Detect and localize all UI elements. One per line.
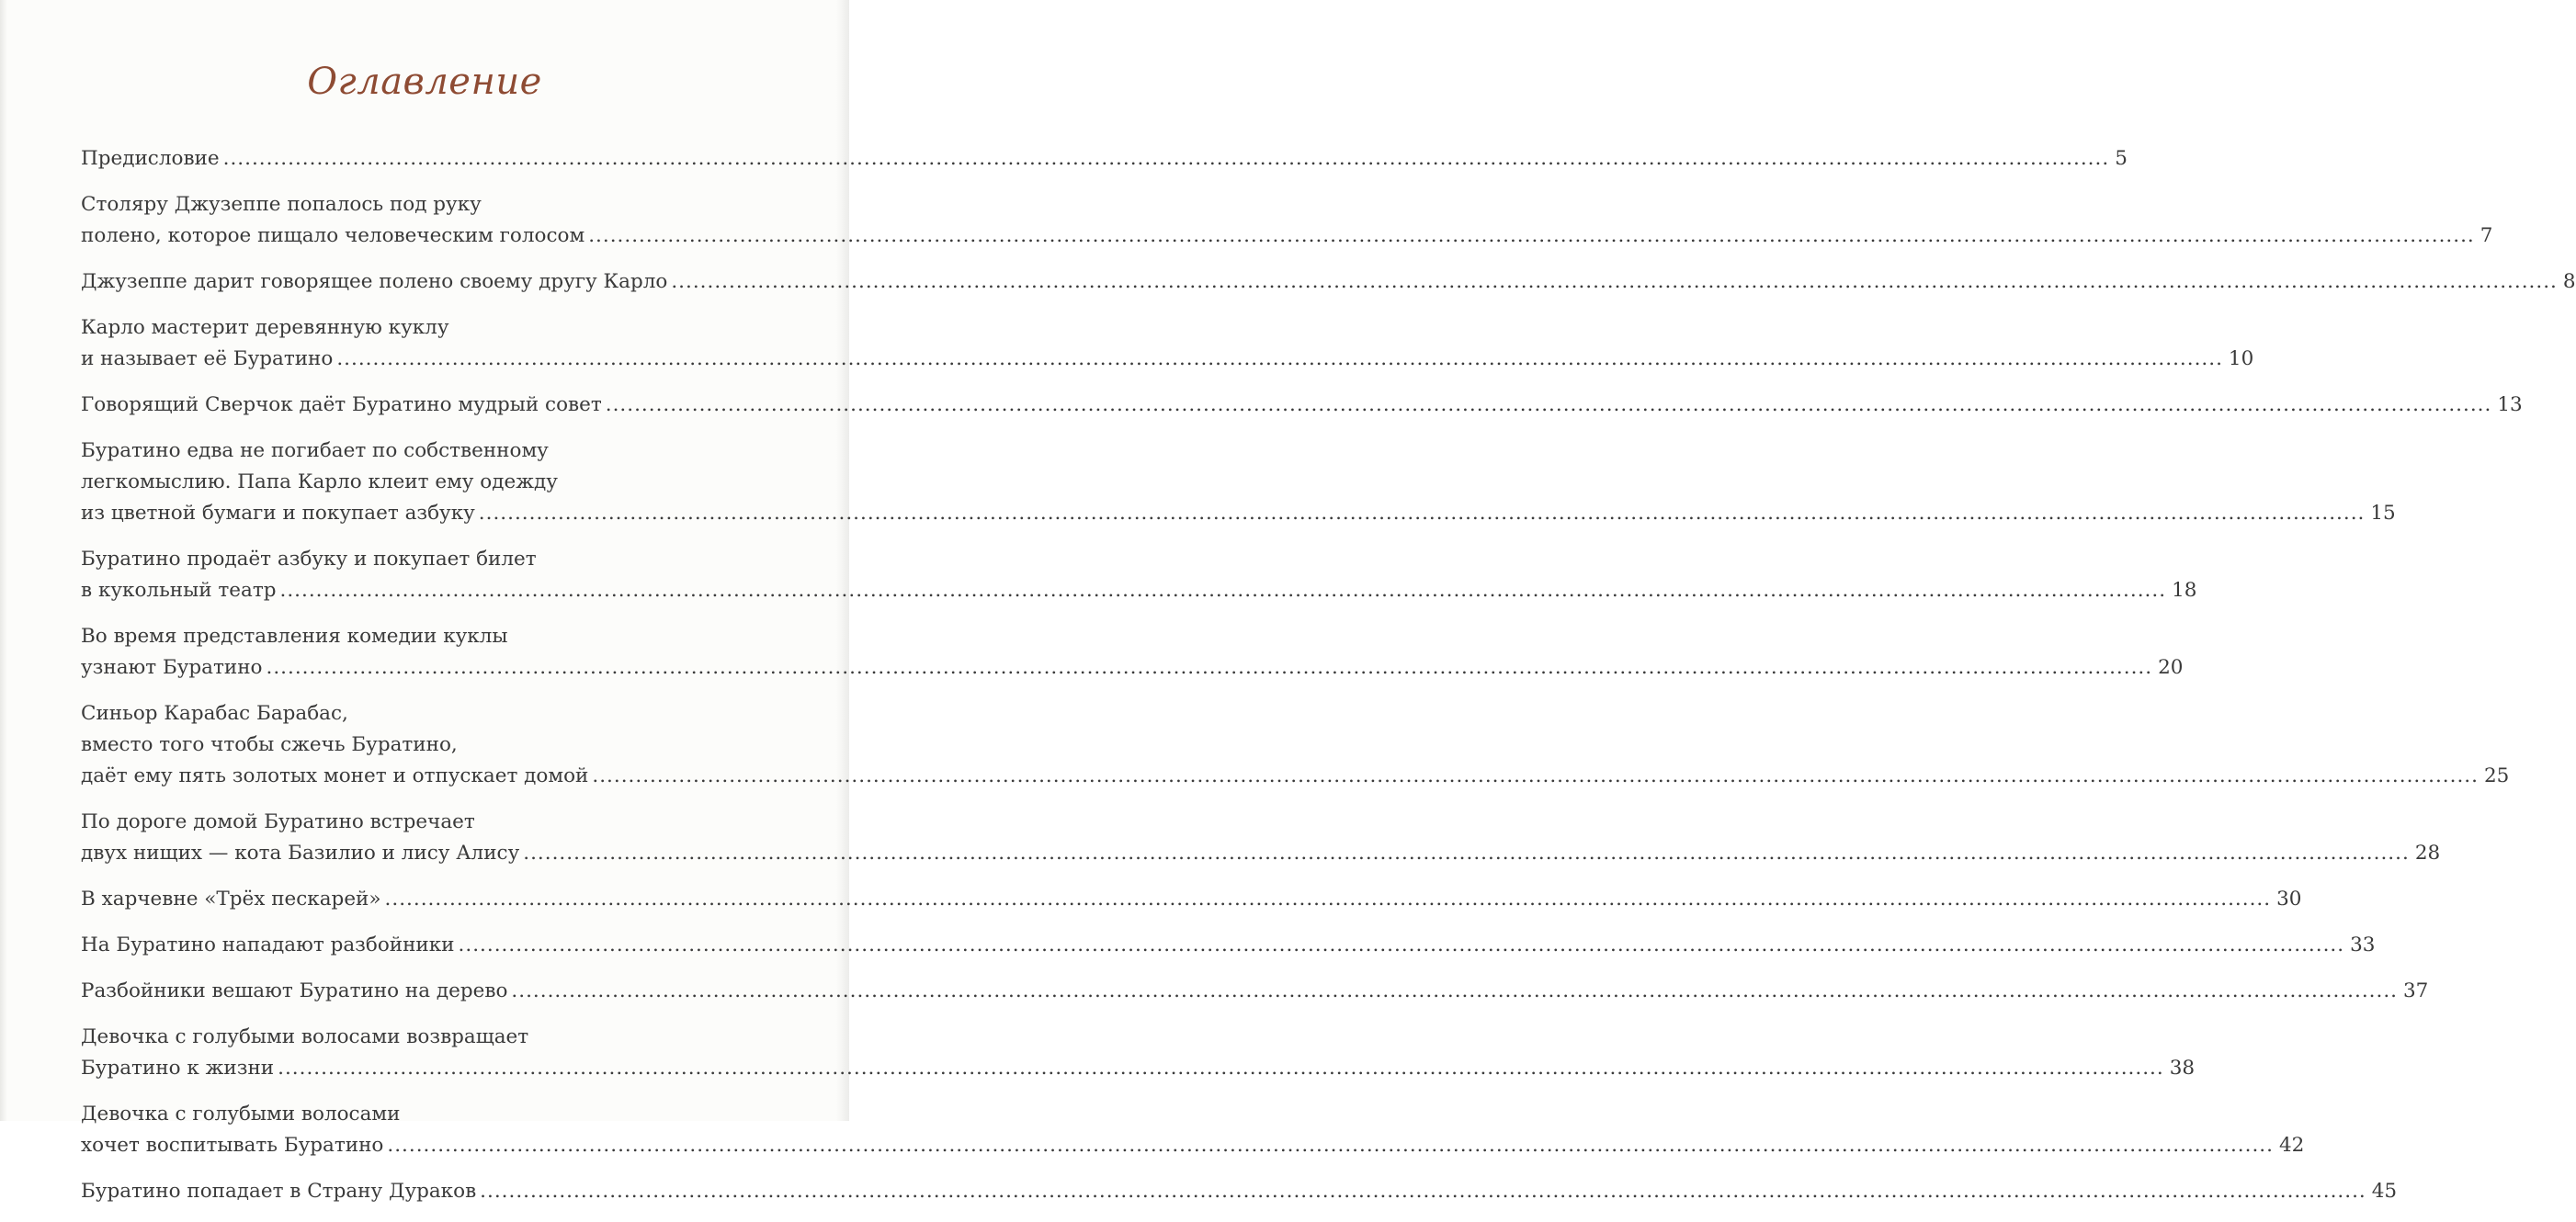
toc-entry-last-line xyxy=(81,221,2493,252)
toc-entry xyxy=(81,976,2429,1007)
toc-page-number: 10 xyxy=(2228,347,2254,370)
page-edge-left xyxy=(0,0,7,1121)
toc-entry-last-line xyxy=(81,652,2184,684)
toc-entry-last-line xyxy=(81,498,2396,529)
toc-page-number: 25 xyxy=(2483,764,2510,787)
toc-entry-title-line: Разбойники вешают Буратино на дерево xyxy=(81,979,508,1002)
toc-entry-last-line xyxy=(81,1130,2305,1161)
toc-entry-last-line xyxy=(81,838,2441,869)
toc-entry xyxy=(81,930,2376,961)
toc-entry xyxy=(81,698,2510,792)
toc-entry xyxy=(81,1099,2305,1161)
dot-leader xyxy=(267,652,2153,684)
toc-entry xyxy=(81,266,2576,298)
toc-entry-last-line xyxy=(81,1053,2196,1084)
toc-entry-title-line: В харчевне «Трёх пескарей» xyxy=(81,888,381,911)
toc-entry-last-line xyxy=(81,976,2429,1007)
table-of-contents xyxy=(81,143,2576,1222)
toc-page-number: 45 xyxy=(2371,1180,2398,1203)
toc-entry-title-line: Буратино едва не погибает по собственному xyxy=(81,439,549,462)
toc-entry xyxy=(81,143,2128,175)
toc-entry-title-line: даёт ему пять золотых монет и отпускает домой xyxy=(81,764,589,787)
toc-entry-last-line xyxy=(81,143,2128,175)
toc-entry xyxy=(81,189,2493,252)
toc-page-number: 5 xyxy=(2115,147,2128,170)
dot-leader xyxy=(385,884,2272,915)
toc-entry xyxy=(81,621,2184,684)
toc-entry xyxy=(81,807,2441,869)
toc-entry-last-line xyxy=(81,575,2197,606)
toc-entry-title-line: На Буратино нападают разбойники xyxy=(81,933,455,956)
toc-entry-last-line xyxy=(81,884,2302,915)
dot-leader xyxy=(480,1176,2366,1207)
toc-entry-title-line: и называет её Буратино xyxy=(81,347,334,370)
toc-entry-title-line: полено, которое пищало человеческим голосом xyxy=(81,224,585,247)
toc-entry-last-line xyxy=(81,390,2523,421)
dot-leader xyxy=(279,575,2166,606)
toc-entry-title-line: хочет воспитывать Буратино xyxy=(81,1134,384,1157)
toc-entry-title-line: Буратино продаёт азбуку и покупает билет xyxy=(81,548,537,571)
toc-entry-title-line: Столяру Джузеппе попалось под руку xyxy=(81,193,482,216)
dot-leader xyxy=(588,221,2475,252)
dot-leader xyxy=(479,498,2366,529)
toc-entry-last-line xyxy=(81,761,2510,792)
toc-page-number: 8 xyxy=(2562,270,2576,293)
toc-entry-title-line: Карло мастерит деревянную куклу xyxy=(81,316,449,339)
toc-page-number: 42 xyxy=(2278,1134,2305,1157)
dot-leader xyxy=(278,1053,2164,1084)
toc-entry-title-line: Девочка с голубыми волосами возвращает xyxy=(81,1025,529,1048)
dot-leader xyxy=(523,838,2410,869)
toc-entry-title-line: Предисловие xyxy=(81,147,220,170)
dot-leader xyxy=(459,930,2345,961)
toc-entry xyxy=(81,312,2254,375)
toc-page-number: 37 xyxy=(2403,979,2429,1002)
page-title: Оглавление xyxy=(307,61,542,103)
toc-entry-last-line xyxy=(81,930,2376,961)
toc-entry xyxy=(81,1022,2196,1084)
toc-entry-title-line: Буратино попадает в Страну Дураков xyxy=(81,1180,477,1203)
toc-page-number: 28 xyxy=(2414,842,2441,865)
toc-entry xyxy=(81,436,2396,529)
toc-entry-title-line: Джузеппе дарит говорящее полено своему другу Карло xyxy=(81,270,668,293)
toc-entry-last-line xyxy=(81,344,2254,375)
toc-entry-title-line: узнают Буратино xyxy=(81,656,263,679)
toc-entry xyxy=(81,390,2523,421)
toc-page-number: 7 xyxy=(2480,224,2493,247)
toc-entry-title-line: Синьор Карабас Барабас, xyxy=(81,702,348,725)
dot-leader xyxy=(336,344,2223,375)
dot-leader xyxy=(511,976,2398,1007)
dot-leader xyxy=(671,266,2558,298)
toc-page-number: 20 xyxy=(2158,656,2184,679)
toc-entry-title-line: По дороге домой Буратино встречает xyxy=(81,810,475,833)
toc-entry-title-line: Во время представления комедии куклы xyxy=(81,625,508,648)
toc-entry xyxy=(81,1176,2398,1207)
toc-page-number: 38 xyxy=(2169,1057,2196,1080)
toc-page-number: 33 xyxy=(2350,933,2376,956)
toc-entry-title-line: двух нищих — кота Базилио и лису Алису xyxy=(81,842,520,865)
toc-entry-last-line xyxy=(81,1176,2398,1207)
toc-entry xyxy=(81,884,2302,915)
dot-leader xyxy=(592,761,2479,792)
toc-entry-title-line: вместо того чтобы сжечь Буратино, xyxy=(81,733,458,756)
dot-leader xyxy=(387,1130,2274,1161)
dot-leader xyxy=(606,390,2492,421)
toc-entry-last-line xyxy=(81,266,2576,298)
toc-entry-title-line: легкомыслию. Папа Карло клеит ему одежду xyxy=(81,470,558,493)
toc-page-number: 13 xyxy=(2497,393,2523,416)
toc-page-number: 18 xyxy=(2172,579,2197,602)
toc-page-number: 15 xyxy=(2370,502,2396,525)
toc-entry-title-line: Девочка с голубыми волосами xyxy=(81,1103,401,1126)
toc-entry-title-line: Говорящий Сверчок даёт Буратино мудрый совет xyxy=(81,393,602,416)
toc-entry-title-line: из цветной бумаги и покупает азбуку xyxy=(81,502,475,525)
toc-entry-title-line: Буратино к жизни xyxy=(81,1057,275,1080)
toc-entry xyxy=(81,544,2197,606)
toc-page-number: 30 xyxy=(2276,888,2302,911)
dot-leader xyxy=(223,143,2110,175)
toc-entry-title-line: в кукольный театр xyxy=(81,579,277,602)
